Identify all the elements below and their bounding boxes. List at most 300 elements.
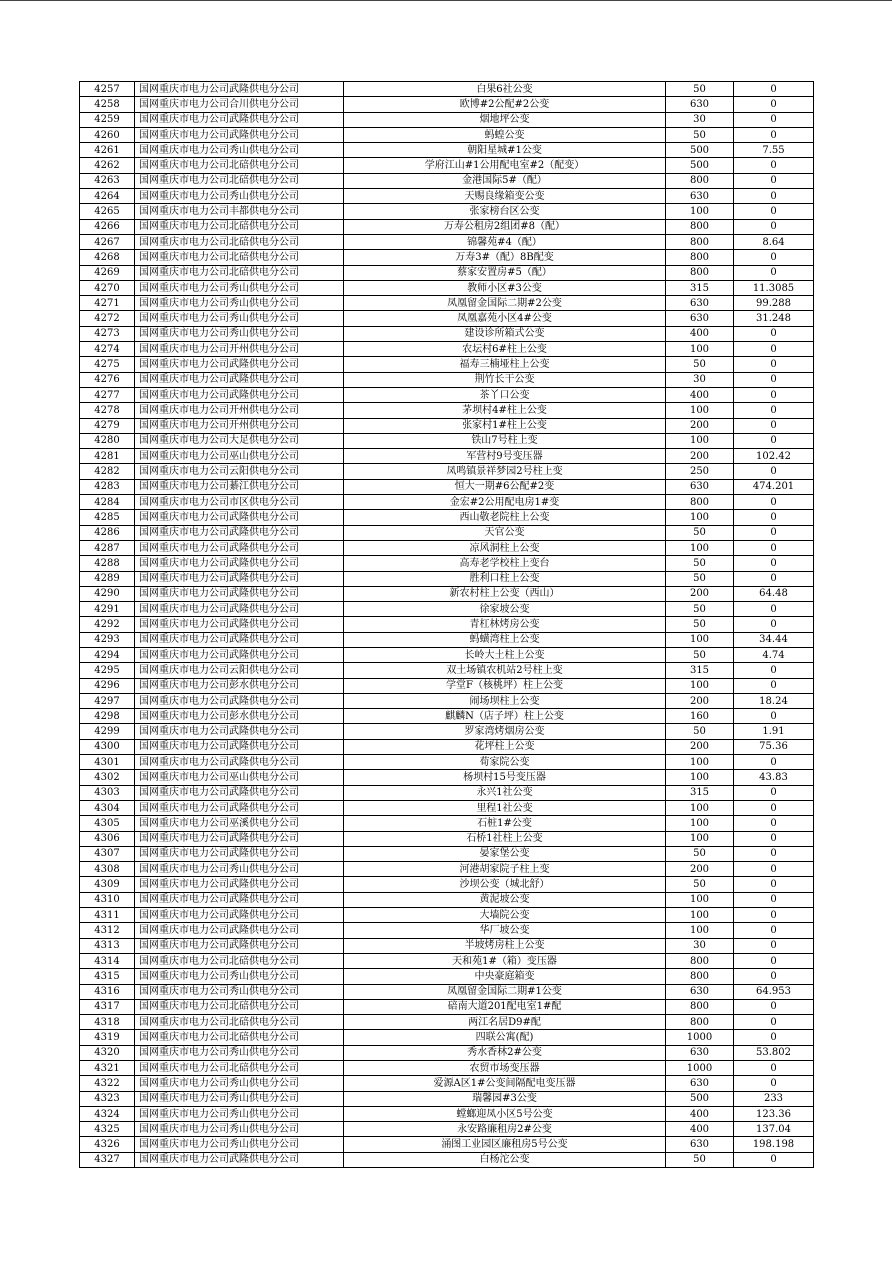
row-number-cell: 4321 <box>80 1061 135 1076</box>
table-row <box>80 234 814 249</box>
table-row <box>80 403 814 418</box>
company-cell: 国网重庆市电力公司北碚供电分公司 <box>135 953 344 968</box>
capacity-cell: 250 <box>666 464 734 479</box>
value-cell: 0 <box>734 556 814 571</box>
value-cell: 7.55 <box>734 143 814 158</box>
value-cell: 0 <box>734 1152 814 1167</box>
capacity-cell: 100 <box>666 892 734 907</box>
row-number-cell: 4287 <box>80 540 135 555</box>
value-cell: 0 <box>734 510 814 525</box>
value-cell: 0 <box>734 999 814 1014</box>
transformer-name-cell: 涌图工业园区廉租房5号公变 <box>344 1137 666 1152</box>
table-row <box>80 387 814 402</box>
row-number-cell: 4284 <box>80 495 135 510</box>
table-row <box>80 1076 814 1091</box>
row-number-cell: 4327 <box>80 1152 135 1167</box>
row-number-cell: 4326 <box>80 1137 135 1152</box>
table-row <box>80 265 814 280</box>
company-cell: 国网重庆市电力公司北碚供电分公司 <box>135 1030 344 1045</box>
row-number-cell: 4292 <box>80 617 135 632</box>
company-cell: 国网重庆市电力公司武隆供电分公司 <box>135 556 344 571</box>
value-cell: 0 <box>734 173 814 188</box>
row-number-cell: 4315 <box>80 969 135 984</box>
row-number-cell: 4307 <box>80 846 135 861</box>
table-row <box>80 433 814 448</box>
table-row <box>80 1152 814 1167</box>
value-cell: 11.3085 <box>734 280 814 295</box>
capacity-cell: 160 <box>666 709 734 724</box>
table-row <box>80 250 814 265</box>
row-number-cell: 4298 <box>80 709 135 724</box>
transformer-name-cell: 荆竹长干公变 <box>344 372 666 387</box>
transformer-name-cell: 新农村柱上公变（西山） <box>344 586 666 601</box>
transformer-name-cell: 教师小区#3公变 <box>344 280 666 295</box>
table-row <box>80 1091 814 1106</box>
transformer-name-cell: 天官公变 <box>344 525 666 540</box>
capacity-cell: 630 <box>666 97 734 112</box>
capacity-cell: 50 <box>666 846 734 861</box>
row-number-cell: 4318 <box>80 1015 135 1030</box>
transformer-name-cell: 半坡烤房柱上公变 <box>344 938 666 953</box>
table-row <box>80 219 814 234</box>
transformer-name-cell: 石桥1社柱上公变 <box>344 831 666 846</box>
row-number-cell: 4275 <box>80 357 135 372</box>
row-number-cell: 4297 <box>80 693 135 708</box>
row-number-cell: 4289 <box>80 571 135 586</box>
value-cell: 0 <box>734 709 814 724</box>
value-cell: 0 <box>734 326 814 341</box>
row-number-cell: 4281 <box>80 449 135 464</box>
table-row <box>80 143 814 158</box>
table-row <box>80 112 814 127</box>
capacity-cell: 200 <box>666 693 734 708</box>
table-row <box>80 877 814 892</box>
company-cell: 国网重庆市电力公司北碚供电分公司 <box>135 265 344 280</box>
row-number-cell: 4291 <box>80 602 135 617</box>
row-number-cell: 4282 <box>80 464 135 479</box>
table-row <box>80 1137 814 1152</box>
value-cell: 474.201 <box>734 479 814 494</box>
capacity-cell: 630 <box>666 1076 734 1091</box>
company-cell: 国网重庆市电力公司秀山供电分公司 <box>135 969 344 984</box>
company-cell: 国网重庆市电力公司秀山供电分公司 <box>135 1091 344 1106</box>
transformer-name-cell: 晏家堡公变 <box>344 846 666 861</box>
table-row <box>80 158 814 173</box>
value-cell: 0 <box>734 250 814 265</box>
table-row <box>80 755 814 770</box>
company-cell: 国网重庆市电力公司秀山供电分公司 <box>135 326 344 341</box>
row-number-cell: 4294 <box>80 647 135 662</box>
value-cell: 75.36 <box>734 739 814 754</box>
value-cell: 99.288 <box>734 296 814 311</box>
table-row <box>80 311 814 326</box>
company-cell: 国网重庆市电力公司武隆供电分公司 <box>135 632 344 647</box>
transformer-name-cell: 石桩1#公变 <box>344 816 666 831</box>
row-number-cell: 4300 <box>80 739 135 754</box>
transformer-name-cell: 荀家院公变 <box>344 755 666 770</box>
row-number-cell: 4257 <box>80 82 135 97</box>
row-number-cell: 4262 <box>80 158 135 173</box>
transformer-name-cell: 花坪柱上公变 <box>344 739 666 754</box>
company-cell: 国网重庆市电力公司武隆供电分公司 <box>135 510 344 525</box>
row-number-cell: 4266 <box>80 219 135 234</box>
transformer-name-cell: 军营村9号变压器 <box>344 449 666 464</box>
row-number-cell: 4259 <box>80 112 135 127</box>
capacity-cell: 100 <box>666 770 734 785</box>
value-cell: 0 <box>734 892 814 907</box>
capacity-cell: 800 <box>666 234 734 249</box>
row-number-cell: 4309 <box>80 877 135 892</box>
company-cell: 国网重庆市电力公司巫山供电分公司 <box>135 770 344 785</box>
capacity-cell: 500 <box>666 158 734 173</box>
table-row <box>80 831 814 846</box>
row-number-cell: 4283 <box>80 479 135 494</box>
table-row <box>80 770 814 785</box>
value-cell: 0 <box>734 846 814 861</box>
capacity-cell: 100 <box>666 755 734 770</box>
company-cell: 国网重庆市电力公司武隆供电分公司 <box>135 724 344 739</box>
company-cell: 国网重庆市电力公司武隆供电分公司 <box>135 938 344 953</box>
table-row <box>80 479 814 494</box>
company-cell: 国网重庆市电力公司武隆供电分公司 <box>135 831 344 846</box>
transformer-name-cell: 蔡家安置房#5（配） <box>344 265 666 280</box>
transformer-name-cell: 建设诊所箱式公变 <box>344 326 666 341</box>
row-number-cell: 4295 <box>80 663 135 678</box>
company-cell: 国网重庆市电力公司武隆供电分公司 <box>135 387 344 402</box>
company-cell: 国网重庆市电力公司秀山供电分公司 <box>135 1076 344 1091</box>
transformer-name-cell: 金港国际5#（配） <box>344 173 666 188</box>
capacity-cell: 200 <box>666 862 734 877</box>
company-cell: 国网重庆市电力公司秀山供电分公司 <box>135 143 344 158</box>
row-number-cell: 4308 <box>80 862 135 877</box>
row-number-cell: 4268 <box>80 250 135 265</box>
transformer-name-cell: 瑞馨园#3公变 <box>344 1091 666 1106</box>
value-cell: 0 <box>734 418 814 433</box>
capacity-cell: 630 <box>666 189 734 204</box>
value-cell: 0 <box>734 908 814 923</box>
table-row <box>80 969 814 984</box>
row-number-cell: 4316 <box>80 984 135 999</box>
value-cell: 53.802 <box>734 1045 814 1060</box>
value-cell: 0 <box>734 387 814 402</box>
capacity-cell: 100 <box>666 908 734 923</box>
table-row <box>80 82 814 97</box>
value-cell: 0 <box>734 755 814 770</box>
table-row <box>80 189 814 204</box>
company-cell: 国网重庆市电力公司北碚供电分公司 <box>135 158 344 173</box>
company-cell: 国网重庆市电力公司武隆供电分公司 <box>135 923 344 938</box>
row-number-cell: 4264 <box>80 189 135 204</box>
capacity-cell: 100 <box>666 800 734 815</box>
row-number-cell: 4288 <box>80 556 135 571</box>
company-cell: 国网重庆市电力公司綦江供电分公司 <box>135 479 344 494</box>
transformer-name-cell: 徐家坡公变 <box>344 602 666 617</box>
value-cell: 0 <box>734 678 814 693</box>
value-cell: 0 <box>734 372 814 387</box>
capacity-cell: 500 <box>666 143 734 158</box>
row-number-cell: 4286 <box>80 525 135 540</box>
transformer-name-cell: 双土场镇农机站2号柱上变 <box>344 663 666 678</box>
transformer-name-cell: 永兴1社公变 <box>344 785 666 800</box>
value-cell: 0 <box>734 433 814 448</box>
table-row <box>80 785 814 800</box>
row-number-cell: 4299 <box>80 724 135 739</box>
transformer-name-cell: 天赐良缘箱变公变 <box>344 189 666 204</box>
row-number-cell: 4258 <box>80 97 135 112</box>
table-row <box>80 1015 814 1030</box>
transformer-name-cell: 恒大一期#6公配#2变 <box>344 479 666 494</box>
company-cell: 国网重庆市电力公司秀山供电分公司 <box>135 311 344 326</box>
row-number-cell: 4285 <box>80 510 135 525</box>
table-row <box>80 495 814 510</box>
capacity-cell: 30 <box>666 938 734 953</box>
company-cell: 国网重庆市电力公司北碚供电分公司 <box>135 1015 344 1030</box>
capacity-cell: 100 <box>666 540 734 555</box>
table-row <box>80 1030 814 1045</box>
row-number-cell: 4280 <box>80 433 135 448</box>
capacity-cell: 400 <box>666 326 734 341</box>
table-row <box>80 449 814 464</box>
table-row <box>80 923 814 938</box>
company-cell: 国网重庆市电力公司武隆供电分公司 <box>135 755 344 770</box>
transformer-table <box>79 81 814 1168</box>
transformer-name-cell: 华厂坡公变 <box>344 923 666 938</box>
table-row <box>80 709 814 724</box>
table-row <box>80 724 814 739</box>
table-row <box>80 617 814 632</box>
transformer-name-cell: 蚂蝗公变 <box>344 127 666 142</box>
value-cell: 0 <box>734 403 814 418</box>
transformer-name-cell: 沙坝公变（城北舒） <box>344 877 666 892</box>
value-cell: 0 <box>734 219 814 234</box>
value-cell: 0 <box>734 602 814 617</box>
table-row <box>80 892 814 907</box>
company-cell: 国网重庆市电力公司彭水供电分公司 <box>135 678 344 693</box>
transformer-name-cell: 凤凰留金国际二期#2公变 <box>344 296 666 311</box>
value-cell: 0 <box>734 663 814 678</box>
table-row <box>80 602 814 617</box>
row-number-cell: 4265 <box>80 204 135 219</box>
table-row <box>80 632 814 647</box>
table-row <box>80 204 814 219</box>
company-cell: 国网重庆市电力公司武隆供电分公司 <box>135 739 344 754</box>
value-cell: 0 <box>734 938 814 953</box>
capacity-cell: 200 <box>666 586 734 601</box>
table-row <box>80 556 814 571</box>
value-cell: 0 <box>734 158 814 173</box>
capacity-cell: 800 <box>666 969 734 984</box>
capacity-cell: 630 <box>666 984 734 999</box>
table-row <box>80 280 814 295</box>
row-number-cell: 4260 <box>80 127 135 142</box>
transformer-name-cell: 两江名居D9#配 <box>344 1015 666 1030</box>
transformer-name-cell: 爱源A区1#公变间隔配电变压器 <box>344 1076 666 1091</box>
row-number-cell: 4271 <box>80 296 135 311</box>
capacity-cell: 50 <box>666 647 734 662</box>
company-cell: 国网重庆市电力公司武隆供电分公司 <box>135 586 344 601</box>
capacity-cell: 800 <box>666 953 734 968</box>
transformer-name-cell: 朝阳星城#1公变 <box>344 143 666 158</box>
value-cell: 0 <box>734 1076 814 1091</box>
table-row <box>80 846 814 861</box>
company-cell: 国网重庆市电力公司武隆供电分公司 <box>135 112 344 127</box>
value-cell: 18.24 <box>734 693 814 708</box>
capacity-cell: 50 <box>666 525 734 540</box>
value-cell: 137.04 <box>734 1122 814 1137</box>
transformer-name-cell: 闹场坝柱上公变 <box>344 693 666 708</box>
capacity-cell: 100 <box>666 403 734 418</box>
company-cell: 国网重庆市电力公司秀山供电分公司 <box>135 1137 344 1152</box>
transformer-name-cell: 杨坝村15号变压器 <box>344 770 666 785</box>
value-cell: 0 <box>734 953 814 968</box>
table-row <box>80 418 814 433</box>
row-number-cell: 4290 <box>80 586 135 601</box>
company-cell: 国网重庆市电力公司武隆供电分公司 <box>135 1152 344 1167</box>
company-cell: 国网重庆市电力公司武隆供电分公司 <box>135 82 344 97</box>
company-cell: 国网重庆市电力公司丰都供电分公司 <box>135 204 344 219</box>
capacity-cell: 630 <box>666 479 734 494</box>
value-cell: 0 <box>734 495 814 510</box>
row-number-cell: 4269 <box>80 265 135 280</box>
table-row <box>80 647 814 662</box>
company-cell: 国网重庆市电力公司武隆供电分公司 <box>135 693 344 708</box>
table-row <box>80 540 814 555</box>
row-number-cell: 4319 <box>80 1030 135 1045</box>
table-row <box>80 739 814 754</box>
company-cell: 国网重庆市电力公司武隆供电分公司 <box>135 540 344 555</box>
capacity-cell: 315 <box>666 663 734 678</box>
row-number-cell: 4293 <box>80 632 135 647</box>
transformer-name-cell: 锦馨苑#4（配） <box>344 234 666 249</box>
capacity-cell: 100 <box>666 342 734 357</box>
capacity-cell: 50 <box>666 127 734 142</box>
table-row <box>80 999 814 1014</box>
company-cell: 国网重庆市电力公司秀山供电分公司 <box>135 296 344 311</box>
transformer-name-cell: 金宏#2公用配电房1#变 <box>344 495 666 510</box>
row-number-cell: 4276 <box>80 372 135 387</box>
value-cell: 8.64 <box>734 234 814 249</box>
transformer-name-cell: 张家榜台区公变 <box>344 204 666 219</box>
value-cell: 0 <box>734 800 814 815</box>
row-number-cell: 4324 <box>80 1106 135 1121</box>
capacity-cell: 50 <box>666 556 734 571</box>
capacity-cell: 200 <box>666 418 734 433</box>
capacity-cell: 630 <box>666 311 734 326</box>
row-number-cell: 4261 <box>80 143 135 158</box>
capacity-cell: 30 <box>666 372 734 387</box>
company-cell: 国网重庆市电力公司秀山供电分公司 <box>135 862 344 877</box>
table-row <box>80 510 814 525</box>
company-cell: 国网重庆市电力公司武隆供电分公司 <box>135 372 344 387</box>
row-number-cell: 4278 <box>80 403 135 418</box>
value-cell: 0 <box>734 127 814 142</box>
transformer-name-cell: 欧博#2公配#2公变 <box>344 97 666 112</box>
row-number-cell: 4263 <box>80 173 135 188</box>
capacity-cell: 800 <box>666 219 734 234</box>
value-cell: 0 <box>734 525 814 540</box>
table-row <box>80 326 814 341</box>
value-cell: 0 <box>734 97 814 112</box>
company-cell: 国网重庆市电力公司武隆供电分公司 <box>135 892 344 907</box>
capacity-cell: 50 <box>666 602 734 617</box>
transformer-name-cell: 永安路廉租房2#公变 <box>344 1122 666 1137</box>
capacity-cell: 100 <box>666 923 734 938</box>
value-cell: 0 <box>734 342 814 357</box>
transformer-name-cell: 铁山7号柱上变 <box>344 433 666 448</box>
value-cell: 34.44 <box>734 632 814 647</box>
company-cell: 国网重庆市电力公司武隆供电分公司 <box>135 571 344 586</box>
transformer-name-cell: 蚂蟥湾柱上公变 <box>344 632 666 647</box>
value-cell: 0 <box>734 831 814 846</box>
table-row <box>80 372 814 387</box>
table-row <box>80 342 814 357</box>
value-cell: 0 <box>734 969 814 984</box>
transformer-name-cell: 茅坝村4#柱上公变 <box>344 403 666 418</box>
table-row <box>80 357 814 372</box>
value-cell: 64.48 <box>734 586 814 601</box>
capacity-cell: 100 <box>666 433 734 448</box>
company-cell: 国网重庆市电力公司武隆供电分公司 <box>135 602 344 617</box>
table-row <box>80 984 814 999</box>
row-number-cell: 4267 <box>80 234 135 249</box>
row-number-cell: 4273 <box>80 326 135 341</box>
capacity-cell: 800 <box>666 265 734 280</box>
transformer-name-cell: 罗家湾烤烟房公变 <box>344 724 666 739</box>
company-cell: 国网重庆市电力公司秀山供电分公司 <box>135 1106 344 1121</box>
capacity-cell: 200 <box>666 739 734 754</box>
capacity-cell: 50 <box>666 617 734 632</box>
table-row <box>80 1106 814 1121</box>
transformer-name-cell: 茶丫口公变 <box>344 387 666 402</box>
value-cell: 0 <box>734 923 814 938</box>
row-number-cell: 4272 <box>80 311 135 326</box>
transformer-name-cell: 凤凰留金国际二期#1公变 <box>344 984 666 999</box>
row-number-cell: 4323 <box>80 1091 135 1106</box>
company-cell: 国网重庆市电力公司武隆供电分公司 <box>135 877 344 892</box>
company-cell: 国网重庆市电力公司武隆供电分公司 <box>135 846 344 861</box>
transformer-name-cell: 中央豪庭箱变 <box>344 969 666 984</box>
value-cell: 1.91 <box>734 724 814 739</box>
transformer-name-cell: 麒麟N（店子坪）柱上公变 <box>344 709 666 724</box>
page-top-border <box>0 0 892 1</box>
transformer-name-cell: 大墙院公变 <box>344 908 666 923</box>
transformer-name-cell: 高寿老学校柱上变台 <box>344 556 666 571</box>
transformer-name-cell: 四联公寓(配) <box>344 1030 666 1045</box>
value-cell: 0 <box>734 112 814 127</box>
table-row <box>80 908 814 923</box>
company-cell: 国网重庆市电力公司北碚供电分公司 <box>135 999 344 1014</box>
value-cell: 64.953 <box>734 984 814 999</box>
table-row <box>80 1122 814 1137</box>
value-cell: 0 <box>734 862 814 877</box>
transformer-name-cell: 学堂F（核桃坪）柱上公变 <box>344 678 666 693</box>
company-cell: 国网重庆市电力公司开州供电分公司 <box>135 418 344 433</box>
row-number-cell: 4304 <box>80 800 135 815</box>
row-number-cell: 4310 <box>80 892 135 907</box>
capacity-cell: 800 <box>666 250 734 265</box>
table-row <box>80 938 814 953</box>
table-row <box>80 97 814 112</box>
capacity-cell: 50 <box>666 357 734 372</box>
row-number-cell: 4322 <box>80 1076 135 1091</box>
capacity-cell: 100 <box>666 831 734 846</box>
row-number-cell: 4270 <box>80 280 135 295</box>
company-cell: 国网重庆市电力公司秀山供电分公司 <box>135 280 344 295</box>
capacity-cell: 30 <box>666 112 734 127</box>
table-row <box>80 571 814 586</box>
transformer-name-cell: 白果6社公变 <box>344 82 666 97</box>
capacity-cell: 315 <box>666 280 734 295</box>
